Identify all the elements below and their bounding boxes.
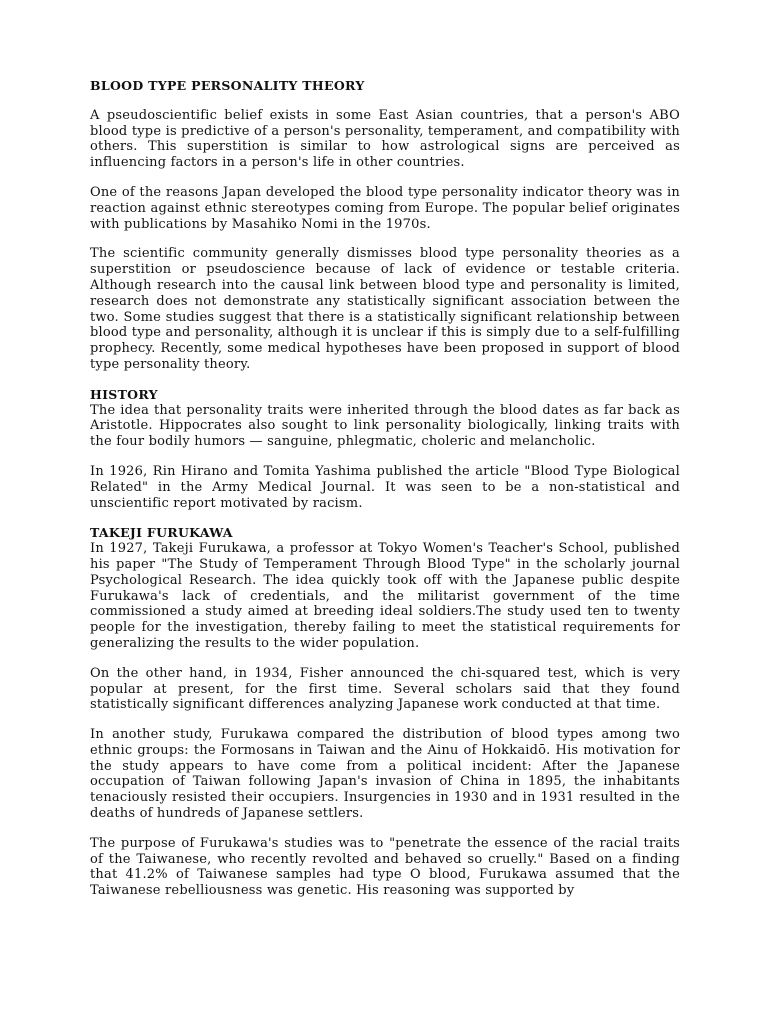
history-heading: HISTORY bbox=[90, 386, 158, 402]
furukawa-paragraph-4: The purpose of Furukawa's studies was to "penetrate the essence of the racial traits of the Taiwanese, who recently revolted and behaved so cruelly." Based on a finding that 41.2% of Taiwanese samples had type O blood, Furukawa assumed that the Taiwanese rebelliousness was genetic. His reasoning was supported by bbox=[90, 835, 680, 899]
furukawa-paragraph-2: On the other hand, in 1934, Fisher announced the chi-squared test, which is very popular at present, for the first time. Several scholars said that they found statistically significant differences analyzing Japanese work conducted at that time. bbox=[90, 665, 680, 713]
intro-paragraph-1: A pseudoscientific belief exists in some East Asian countries, that a person's ABO blood type is predictive of a person's personality, temperament, and compatibility with others. This superstition is similar to how astrological signs are perceived as influencing factors in a person's life in other countries. bbox=[90, 107, 680, 171]
history-paragraph-2: In 1926, Rin Hirano and Tomita Yashima published the article "Blood Type Biological Related" in the Army Medical Journal. It was seen to be a non-statistical and unscientific report motivated by racism. bbox=[90, 463, 680, 511]
furukawa-heading: TAKEJI FURUKAWA bbox=[90, 525, 233, 541]
document-title: BLOOD TYPE PERSONALITY THEORY bbox=[90, 78, 365, 93]
furukawa-paragraph-3: In another study, Furukawa compared the distribution of blood types among two ethnic groups: the Formosans in Taiwan and the Ainu of Hokkaidō. His motivation for the study appears to have come from a political incident: After the Japanese occupation of Taiwan following Japan's invasion of China in 1895, the inhabitants tenaciously resisted their occupiers. Insurgencies in 1930 and in 1931 resulted in the deaths of hundreds of Japanese settlers. bbox=[90, 727, 680, 822]
intro-paragraph-2: One of the reasons Japan developed the blood type personality indicator theory was in reaction against ethnic stereotypes coming from Europe. The popular belief originates with publications by Masahiko Nomi in the 1970s. bbox=[90, 184, 680, 232]
document-page bbox=[90, 78, 680, 913]
intro-paragraph-3: The scientific community generally dismisses blood type personality theories as a superstition or pseudoscience because of lack of evidence or testable criteria. Although research into the causal link between blood type and personality is limited, research does not demonstrate any statistically significant association between the two. Some studies suggest that there is a statistically significant relationship between blood type and personality, although it is unclear if this is simply due to a self-fulfilling prophecy. Recently, some medical hypotheses have been proposed in support of blood type personality theory. bbox=[90, 246, 680, 372]
furukawa-paragraph-1: In 1927, Takeji Furukawa, a professor at Tokyo Women's Teacher's School, published his paper "The Study of Temperament Through Blood Type" in the scholarly journal Psychological Research. The idea quickly took off with the Japanese public despite Furukawa's lack of credentials, and the militarist government of the time commissioned a study aimed at breeding ideal soldiers.The study used ten to twenty people for the investigation, thereby failing to meet the statistical requirements for generalizing the results to the wider population. bbox=[90, 541, 680, 651]
history-paragraph-1: The idea that personality traits were inherited through the blood dates as far back as Aristotle. Hippocrates also sought to link personality biologically, linking traits with the four bodily humors — sanguine, phlegmatic, choleric and melancholic. bbox=[90, 402, 680, 450]
